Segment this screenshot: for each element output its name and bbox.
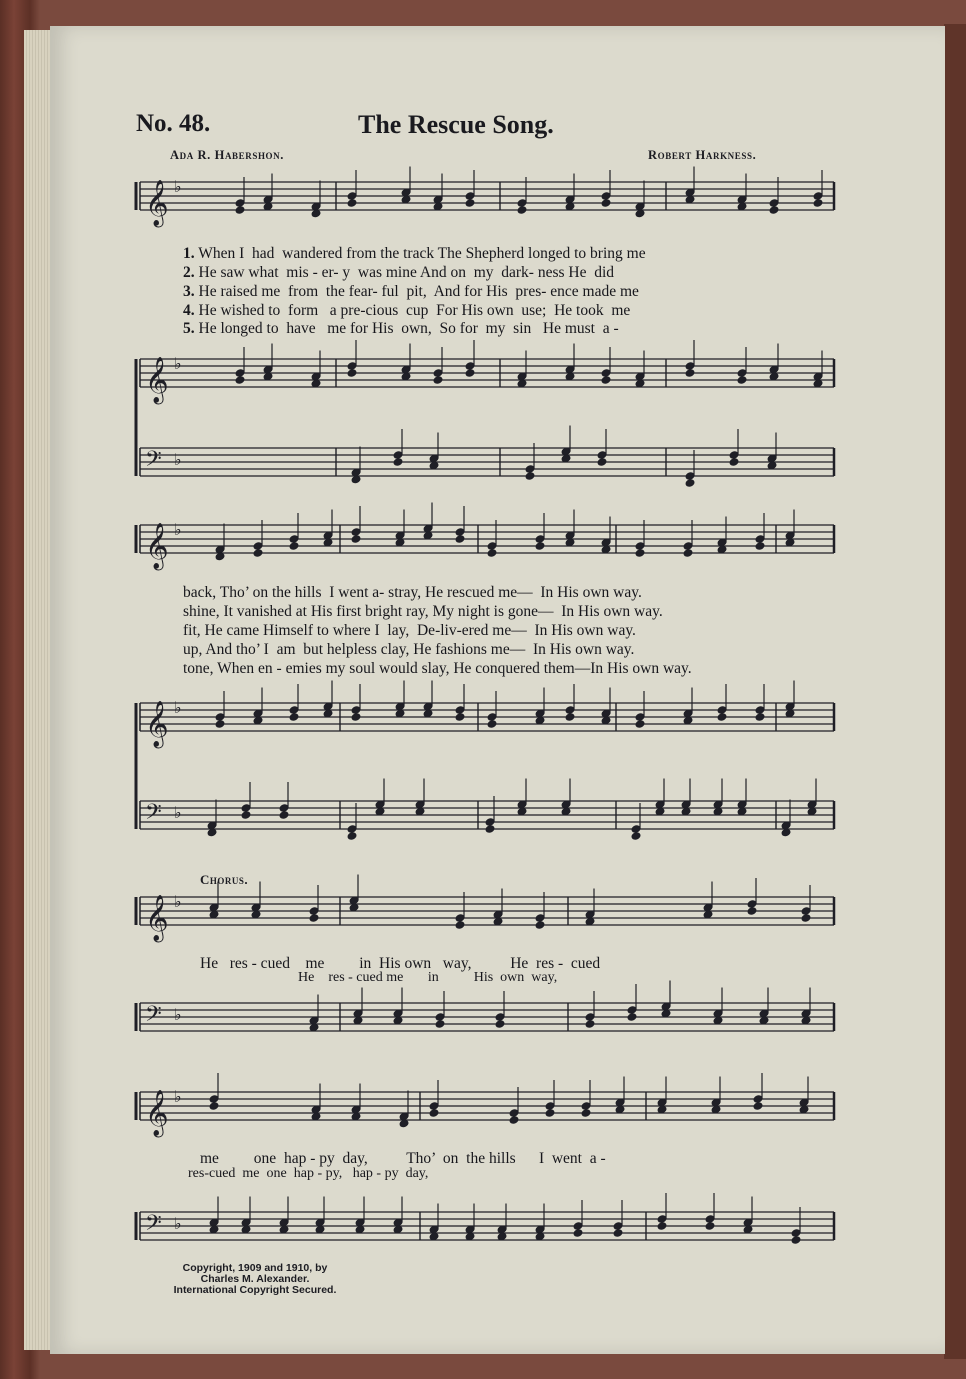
flat-icon: ♭ (174, 1214, 182, 1233)
verse-3-line-1 (183, 283, 639, 301)
flat-icon: ♭ (174, 1005, 182, 1024)
bass-clef-icon: 𝄢 (145, 800, 162, 830)
note-head (252, 548, 263, 558)
verse-text: He wished to form a pre-cious cup For His own use; He took me (198, 302, 631, 319)
verse-text: When I had wandered from the track The Shepherd longed to bring me (198, 245, 646, 262)
note-head (288, 541, 299, 551)
note-head (214, 719, 225, 729)
note-head (790, 1235, 801, 1245)
flat-icon: ♭ (174, 1087, 182, 1106)
note-head (600, 375, 611, 385)
note-head (754, 712, 765, 722)
copyright-line: Charles M. Alexander. (200, 1273, 310, 1285)
flat-icon: ♭ (174, 892, 182, 911)
note-head (656, 1221, 667, 1231)
verse-1-line-2: back, Tho’ on the hills I went a- stray, He rescued me— In His own way. (183, 584, 642, 601)
note-head (288, 712, 299, 722)
flat-icon: ♭ (174, 450, 182, 469)
verse-1-line-1 (183, 245, 646, 263)
note-head (346, 368, 357, 378)
note-head (308, 913, 319, 923)
treble-clef-icon: 𝄞 (145, 895, 169, 941)
copyright-line: Copyright, 1909 and 1910, by (182, 1262, 328, 1274)
note-head (432, 375, 443, 385)
lyricist-credit: Ada R. Habershon. (170, 148, 284, 162)
note-head (350, 534, 361, 544)
note-head (534, 541, 545, 551)
verse-5-line-1 (183, 320, 619, 338)
verse-text: He raised me from the fear- ful pit, And for His pres- ence made me (198, 283, 639, 300)
note-head (208, 1101, 219, 1111)
chorus-line-1-bass: He res - cued me in His own way, (298, 970, 558, 985)
note-head (484, 824, 495, 834)
chorus-line-1-soprano: He res - cued me in His own way, He res - cued (200, 955, 601, 972)
bass-clef-icon: 𝄢 (145, 447, 162, 477)
note-head (516, 205, 527, 215)
note-head (600, 198, 611, 208)
note-head (494, 1019, 505, 1029)
note-head (634, 719, 645, 729)
note-head (392, 457, 403, 467)
note-head (800, 913, 811, 923)
chorus-line-2-soprano: me one hap - py day, Tho’ on the hills I went a - (200, 1150, 606, 1167)
note-head (464, 198, 475, 208)
note-head (768, 205, 779, 215)
note-head (612, 1228, 623, 1238)
note-head (716, 712, 727, 722)
chorus-label: Chorus. (200, 872, 249, 887)
note-head (704, 1221, 715, 1231)
note-head (524, 471, 535, 481)
note-head (564, 712, 575, 722)
note-head (350, 712, 361, 722)
hymn-title: The Rescue Song. (358, 110, 554, 139)
note-head (684, 368, 695, 378)
composer-credit: Robert Harkness. (648, 148, 757, 162)
verse-3-line-2: fit, He came Himself to where I lay, De-liv-ered me— In His own way. (183, 622, 636, 639)
copyright-line: International Copyright Secured. (173, 1284, 337, 1296)
flat-icon: ♭ (174, 354, 182, 373)
verse-number: 4. (183, 302, 195, 319)
note-head (572, 1228, 583, 1238)
note-head (454, 920, 465, 930)
verse-text: He longed to have me for His own, So for my sin He must a - (198, 320, 619, 337)
note-head (754, 541, 765, 551)
verse-number: 5. (183, 320, 195, 337)
copyright-notice (150, 1263, 360, 1296)
verse-text: He saw what mis - er- y was mine And on my dark- ness He did (198, 264, 615, 281)
verse-number: 1. (183, 245, 195, 262)
note-head (544, 1108, 555, 1118)
treble-clef-icon: 𝄞 (145, 701, 169, 747)
note-head (626, 1012, 637, 1022)
flat-icon: ♭ (174, 803, 182, 822)
note-head (580, 1108, 591, 1118)
note-head (634, 548, 645, 558)
note-head (584, 1019, 595, 1029)
note-head (346, 198, 357, 208)
note-head (234, 375, 245, 385)
note-head (278, 810, 289, 820)
note-head (346, 831, 357, 841)
note-head (682, 548, 693, 558)
flat-icon: ♭ (174, 177, 182, 196)
verse-number: 2. (183, 264, 195, 281)
note-head (464, 368, 475, 378)
treble-clef-icon: 𝄞 (145, 523, 169, 569)
note-head (486, 719, 497, 729)
note-head (428, 1108, 439, 1118)
treble-clef-icon: 𝄞 (145, 180, 169, 226)
verse-4-line-1 (183, 302, 630, 320)
note-head (454, 712, 465, 722)
note-head (434, 1019, 445, 1029)
verse-2-line-2: shine, It vanished at His first bright ray, My night is gone— In His own way. (183, 603, 663, 620)
note-head (736, 375, 747, 385)
hymn-number: No. 48. (136, 110, 211, 137)
note-head (486, 548, 497, 558)
note-head (234, 205, 245, 215)
verse-2-line-1 (183, 264, 614, 282)
bass-clef-icon: 𝄢 (145, 1211, 162, 1241)
flat-icon: ♭ (174, 520, 182, 539)
note-head (596, 457, 607, 467)
note-head (746, 906, 757, 916)
note-head (508, 1115, 519, 1125)
note-head (812, 198, 823, 208)
verse-4-line-2: up, And tho’ I am but helpless clay, He fashions me— In His own way. (183, 641, 635, 658)
note-head (534, 920, 545, 930)
verse-number: 3. (183, 283, 195, 300)
flat-icon: ♭ (174, 698, 182, 717)
verse-5-line-2: tone, When en - emies my soul would slay, He conquered them—In His own way. (183, 660, 692, 677)
bass-clef-icon: 𝄢 (145, 1002, 162, 1032)
treble-clef-icon: 𝄞 (145, 1090, 169, 1136)
treble-clef-icon: 𝄞 (145, 357, 169, 403)
note-head (684, 478, 695, 488)
note-head (728, 457, 739, 467)
chorus-line-2-bass: res-cued me one hap - py, hap - py day, (188, 1166, 429, 1181)
note-head (240, 810, 251, 820)
note-head (454, 534, 465, 544)
note-head (752, 1101, 763, 1111)
note-head (630, 831, 641, 841)
